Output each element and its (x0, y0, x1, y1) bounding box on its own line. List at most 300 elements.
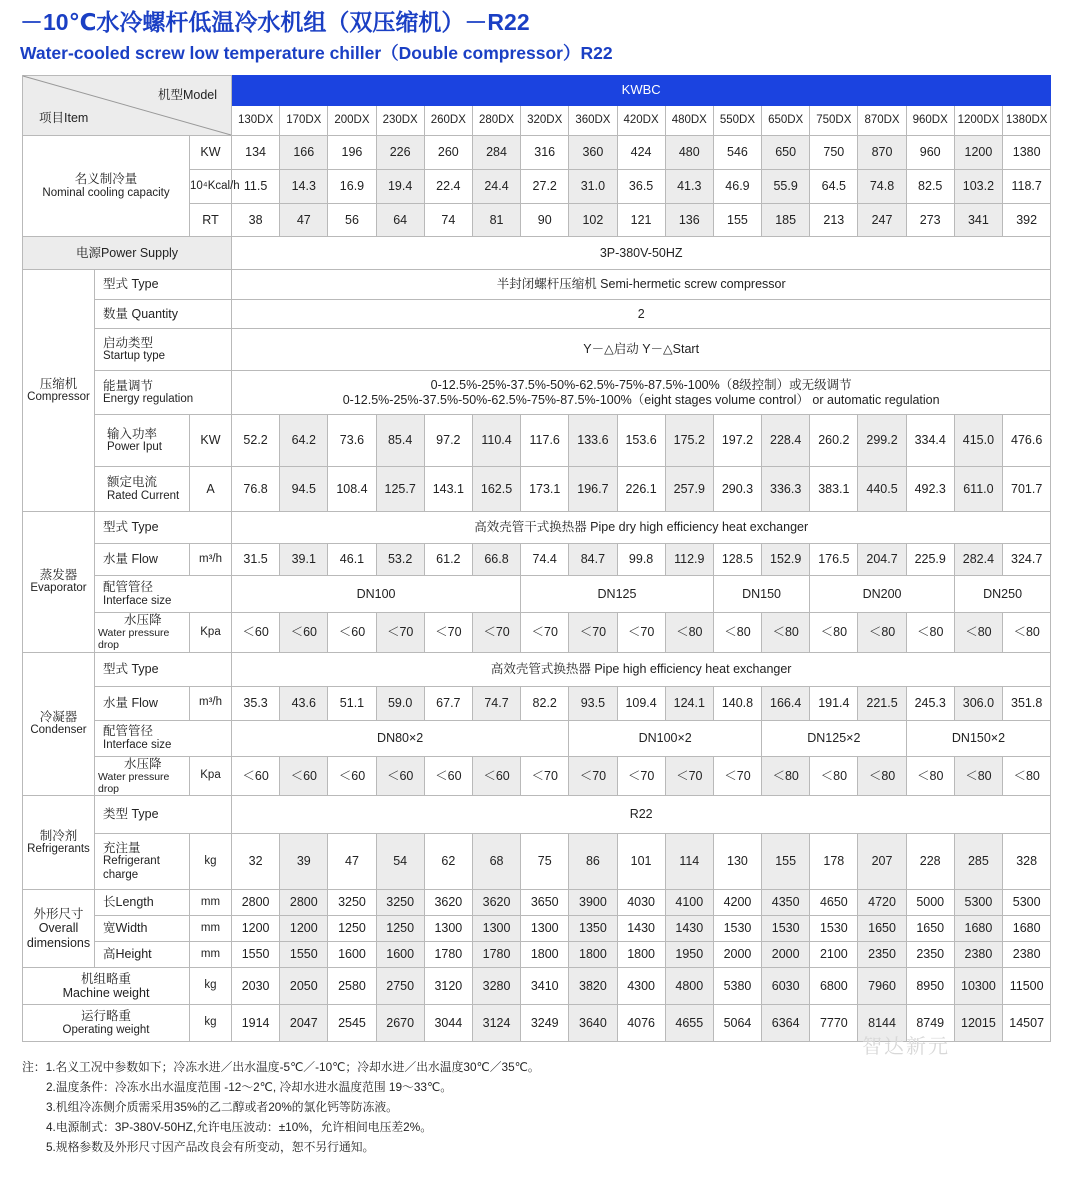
value-cell: 2350 (858, 942, 906, 968)
value-cell: 14.3 (280, 170, 328, 204)
value-cell: 152.9 (762, 544, 810, 576)
refrigerant-group-label (23, 796, 95, 890)
value-cell: 870 (858, 136, 906, 170)
compressor-qty-label: 数量 Quantity (95, 300, 232, 329)
value-cell: 2030 (232, 968, 280, 1005)
value-cell: 19.4 (376, 170, 424, 204)
model-header-cell: 360DX (569, 106, 617, 136)
compressor-start-row (23, 329, 1051, 371)
value-cell: 103.2 (954, 170, 1002, 204)
value-cell: 1600 (328, 942, 376, 968)
value-cell: 226 (376, 136, 424, 170)
value-cell: 316 (521, 136, 569, 170)
value-cell: 1430 (617, 916, 665, 942)
value-cell: 4720 (858, 890, 906, 916)
compressor-start-value: Y－△启动 Y－△Start (232, 329, 1051, 371)
value-cell: 260.2 (810, 415, 858, 467)
value-cell: 2750 (376, 968, 424, 1005)
value-cell: ＜70 (521, 613, 569, 653)
watermark: 智达新元 (862, 1036, 950, 1058)
value-cell: 41.3 (665, 170, 713, 204)
evaporator-drop-cn: 水压降 (124, 613, 162, 627)
value-cell: 1600 (376, 942, 424, 968)
value-cell: 392 (1003, 204, 1051, 237)
value-cell: ＜70 (569, 613, 617, 653)
condenser-drop-en: Water pressure drop (98, 770, 170, 795)
value-cell: 6364 (762, 1005, 810, 1042)
value-cell: 64 (376, 204, 424, 237)
power-value: 3P-380V-50HZ (232, 237, 1051, 270)
compressor-energy-value-en: 0-12.5%-25%-37.5%-50%-62.5%-75%-87.5%-100%（eight stages volume control） or automatic regulation (342, 392, 940, 407)
operating-weight-en: Operating weight (62, 1023, 150, 1036)
dimension-width-row (23, 916, 1051, 942)
cooling-kcal-unit: 10⁴Kcal/h (190, 170, 232, 204)
value-cell: 14507 (1003, 1005, 1051, 1042)
value-cell: 108.4 (328, 467, 376, 512)
value-cell: 32 (232, 834, 280, 890)
value-cell: 176.5 (810, 544, 858, 576)
refrigerant-type-label: 类型 Type (95, 796, 232, 834)
value-cell: 101 (617, 834, 665, 890)
condenser-flow-unit: m³/h (190, 686, 232, 720)
value-cell: 1300 (521, 916, 569, 942)
value-cell: 1250 (376, 916, 424, 942)
condenser-group-cn: 冷凝器 (39, 709, 78, 724)
value-cell: 117.6 (521, 415, 569, 467)
value-cell: ＜80 (1003, 756, 1051, 796)
condenser-pipe-en: Interface size (103, 738, 172, 751)
compressor-start-en: Startup type (103, 350, 166, 363)
value-cell: ＜70 (376, 613, 424, 653)
refrigerant-group-en: Refrigerants (27, 843, 90, 856)
compressor-current-row (23, 467, 1051, 512)
dimensions-group-cn: 外形尺寸 (33, 906, 84, 921)
value-cell: 59.0 (376, 686, 424, 720)
value-cell: 166 (280, 136, 328, 170)
refrigerant-charge-en1: Refrigerant (103, 855, 160, 868)
compressor-input-row (23, 415, 1051, 467)
value-cell: 94.5 (280, 467, 328, 512)
value-cell: ＜80 (954, 756, 1002, 796)
value-cell: 62 (424, 834, 472, 890)
compressor-group-label (23, 270, 95, 512)
condenser-pipe-row (23, 720, 1051, 756)
model-header-cell: 200DX (328, 106, 376, 136)
value-cell: 226.1 (617, 467, 665, 512)
evaporator-flow-unit: m³/h (190, 544, 232, 576)
note-line: 3.机组冷冻侧介质需采用35%的乙二醇或者20%的氯化钙等防冻液。 (46, 1100, 398, 1114)
value-cell: 8144 (858, 1005, 906, 1042)
operating-weight-unit: kg (190, 1005, 232, 1042)
value-cell: 46.9 (713, 170, 761, 204)
value-cell: 299.2 (858, 415, 906, 467)
value-cell: 82.2 (521, 686, 569, 720)
value-cell: 196 (328, 136, 376, 170)
model-header-cell: 320DX (521, 106, 569, 136)
value-cell: 74 (424, 204, 472, 237)
value-cell: 1430 (665, 916, 713, 942)
value-cell: 1780 (472, 942, 520, 968)
note-line: 4.电源制式：3P-380V-50HZ,允许电压波动：±10%，允许相间电压差2%。 (46, 1120, 433, 1134)
machine-weight-en: Machine weight (62, 986, 150, 1000)
value-cell: ＜70 (713, 756, 761, 796)
value-cell: 273 (906, 204, 954, 237)
value-cell: 960 (906, 136, 954, 170)
value-cell: 166.4 (762, 686, 810, 720)
value-cell: ＜60 (472, 756, 520, 796)
value-cell: 82.5 (906, 170, 954, 204)
model-header-cell: 870DX (858, 106, 906, 136)
cooling-kw-unit: KW (190, 136, 232, 170)
evaporator-pipe-cn: 配管管径 (103, 580, 154, 595)
value-cell: ＜80 (810, 756, 858, 796)
value-cell: ＜60 (232, 613, 280, 653)
dimension-width-unit: mm (190, 916, 232, 942)
dimension-height-row (23, 942, 1051, 968)
value-cell: 3650 (521, 890, 569, 916)
value-cell: 480 (665, 136, 713, 170)
pipe-size-cell: DN150 (713, 576, 809, 613)
cooling-group-en: Nominal cooling capacity (42, 186, 170, 199)
value-cell: 1680 (1003, 916, 1051, 942)
value-cell: ＜60 (376, 756, 424, 796)
diagonal-line (23, 76, 231, 135)
value-cell: 4300 (617, 968, 665, 1005)
value-cell: 6030 (762, 968, 810, 1005)
value-cell: 245.3 (906, 686, 954, 720)
evaporator-group-en: Evaporator (30, 582, 87, 595)
value-cell: 175.2 (665, 415, 713, 467)
value-cell: 290.3 (713, 467, 761, 512)
value-cell: ＜70 (617, 613, 665, 653)
value-cell: 383.1 (810, 467, 858, 512)
value-cell: ＜80 (858, 756, 906, 796)
value-cell: 4650 (810, 890, 858, 916)
model-header-cell: 280DX (472, 106, 520, 136)
value-cell: 162.5 (472, 467, 520, 512)
dimension-length-unit: mm (190, 890, 232, 916)
value-cell: 56 (328, 204, 376, 237)
value-cell: ＜70 (424, 613, 472, 653)
value-cell: 5300 (1003, 890, 1051, 916)
dimensions-group-label (23, 890, 95, 968)
value-cell: 3900 (569, 890, 617, 916)
value-cell: 81 (472, 204, 520, 237)
page-title-en: Water-cooled screw low temperature chiller（Double compressor）R22 (20, 43, 613, 63)
value-cell: 99.8 (617, 544, 665, 576)
value-cell: 2545 (328, 1005, 376, 1042)
notes (22, 1057, 540, 1157)
value-cell: 492.3 (906, 467, 954, 512)
value-cell: 8950 (906, 968, 954, 1005)
value-cell: ＜60 (328, 756, 376, 796)
value-cell: ＜80 (906, 756, 954, 796)
condenser-flow-row (23, 686, 1051, 720)
refrigerant-charge-cn: 充注量 (103, 841, 141, 856)
compressor-input-en: Power Iput (107, 441, 162, 454)
cooling-rt-unit: RT (190, 204, 232, 237)
value-cell: 64.2 (280, 415, 328, 467)
value-cell: 64.5 (810, 170, 858, 204)
evaporator-drop-unit: Kpa (190, 613, 232, 653)
value-cell: 260 (424, 136, 472, 170)
value-cell: 5000 (906, 890, 954, 916)
model-header-cell: 480DX (665, 106, 713, 136)
value-cell: 3410 (521, 968, 569, 1005)
value-cell: 1550 (280, 942, 328, 968)
value-cell: 1380 (1003, 136, 1051, 170)
machine-weight-label (23, 968, 190, 1005)
value-cell: 1300 (424, 916, 472, 942)
value-cell: 140.8 (713, 686, 761, 720)
value-cell: 10300 (954, 968, 1002, 1005)
value-cell: 4655 (665, 1005, 713, 1042)
value-cell: 1680 (954, 916, 1002, 942)
value-cell: 130 (713, 834, 761, 890)
value-cell: ＜80 (954, 613, 1002, 653)
value-cell: 701.7 (1003, 467, 1051, 512)
value-cell: 128.5 (713, 544, 761, 576)
value-cell: 228.4 (762, 415, 810, 467)
pipe-size-cell: DN200 (810, 576, 955, 613)
condenser-type-row (23, 652, 1051, 686)
evaporator-flow-row (23, 544, 1051, 576)
value-cell: 16.9 (328, 170, 376, 204)
value-cell: 1200 (954, 136, 1002, 170)
value-cell: 51.1 (328, 686, 376, 720)
dimensions-group-en2: dimensions (26, 935, 91, 950)
pipe-size-cell: DN150×2 (906, 720, 1051, 756)
model-header-cell: 550DX (713, 106, 761, 136)
value-cell: 3124 (472, 1005, 520, 1042)
value-cell: 121 (617, 204, 665, 237)
header-row-1 (23, 76, 1051, 106)
value-cell: 155 (713, 204, 761, 237)
value-cell: 3620 (424, 890, 472, 916)
value-cell: 1650 (906, 916, 954, 942)
value-cell: 5380 (713, 968, 761, 1005)
value-cell: 173.1 (521, 467, 569, 512)
compressor-energy-label (95, 371, 232, 415)
refrigerant-charge-unit: kg (190, 834, 232, 890)
value-cell: 360 (569, 136, 617, 170)
machine-weight-cn: 机组略重 (80, 971, 131, 986)
value-cell: 1800 (521, 942, 569, 968)
compressor-energy-cn: 能量调节 (103, 378, 154, 393)
value-cell: 2350 (906, 942, 954, 968)
value-cell: 124.1 (665, 686, 713, 720)
value-cell: 257.9 (665, 467, 713, 512)
value-cell: 284 (472, 136, 520, 170)
value-cell: 3250 (376, 890, 424, 916)
evaporator-drop-label (95, 613, 190, 653)
value-cell: 102 (569, 204, 617, 237)
evaporator-pipe-label (95, 576, 232, 613)
header-corner (23, 76, 232, 136)
pipe-size-cell: DN125 (521, 576, 714, 613)
value-cell: 1200 (232, 916, 280, 942)
compressor-type-value: 半封闭螺杆压缩机 Semi-hermetic screw compressor (232, 270, 1051, 300)
value-cell: 3280 (472, 968, 520, 1005)
value-cell: ＜80 (713, 613, 761, 653)
compressor-input-label (95, 415, 190, 467)
power-row (23, 237, 1051, 270)
value-cell: ＜60 (280, 613, 328, 653)
value-cell: 97.2 (424, 415, 472, 467)
machine-weight-unit: kg (190, 968, 232, 1005)
value-cell: 109.4 (617, 686, 665, 720)
compressor-input-unit: KW (190, 415, 232, 467)
pipe-size-cell: DN125×2 (762, 720, 907, 756)
value-cell: 191.4 (810, 686, 858, 720)
value-cell: 247 (858, 204, 906, 237)
value-cell: 38 (232, 204, 280, 237)
model-header-cell: 420DX (617, 106, 665, 136)
value-cell: 3640 (569, 1005, 617, 1042)
value-cell: 118.7 (1003, 170, 1051, 204)
value-cell: 7770 (810, 1005, 858, 1042)
value-cell: 1800 (617, 942, 665, 968)
evaporator-type-value: 高效壳管干式换热器 Pipe dry high efficiency heat exchanger (232, 512, 1051, 544)
cooling-group-label (23, 136, 190, 237)
operating-weight-label (23, 1005, 190, 1042)
compressor-energy-value (232, 371, 1051, 415)
value-cell: 750 (810, 136, 858, 170)
value-cell: 4200 (713, 890, 761, 916)
value-cell: 1300 (472, 916, 520, 942)
value-cell: ＜70 (665, 756, 713, 796)
pipe-size-cell: DN250 (954, 576, 1051, 613)
value-cell: 35.3 (232, 686, 280, 720)
machine-weight-row (23, 968, 1051, 1005)
value-cell: 54 (376, 834, 424, 890)
value-cell: ＜70 (521, 756, 569, 796)
value-cell: 39 (280, 834, 328, 890)
value-cell: 52.2 (232, 415, 280, 467)
value-cell: 27.2 (521, 170, 569, 204)
refrigerant-charge-en2: charge (103, 868, 139, 881)
value-cell: 1650 (858, 916, 906, 942)
model-header-cell: 750DX (810, 106, 858, 136)
compressor-current-cn: 额定电流 (107, 475, 158, 490)
compressor-energy-row (23, 371, 1051, 415)
compressor-group-en: Compressor (27, 391, 90, 404)
value-cell: 53.2 (376, 544, 424, 576)
value-cell: 1550 (232, 942, 280, 968)
value-cell: 221.5 (858, 686, 906, 720)
value-cell: 8749 (906, 1005, 954, 1042)
cooling-group-cn: 名义制冷量 (74, 172, 138, 187)
value-cell: 336.3 (762, 467, 810, 512)
pipe-size-cell: DN100×2 (569, 720, 762, 756)
evaporator-pipe-en: Interface size (103, 594, 172, 607)
condenser-type-value: 高效壳管式换热器 Pipe high efficiency heat exchanger (232, 652, 1051, 686)
condenser-type-label: 型式 Type (95, 652, 232, 686)
value-cell: 47 (328, 834, 376, 890)
model-header-cell: 650DX (762, 106, 810, 136)
value-cell: 415.0 (954, 415, 1002, 467)
value-cell: 328 (1003, 834, 1051, 890)
value-cell: 47 (280, 204, 328, 237)
value-cell: 74.8 (858, 170, 906, 204)
value-cell: 85.4 (376, 415, 424, 467)
condenser-pipe-cn: 配管管径 (103, 724, 154, 739)
value-cell: 1780 (424, 942, 472, 968)
dimension-height-label: 高Height (95, 942, 190, 968)
value-cell: 1530 (810, 916, 858, 942)
model-header-cell: 260DX (424, 106, 472, 136)
value-cell: 3620 (472, 890, 520, 916)
value-cell: ＜70 (569, 756, 617, 796)
value-cell: 324.7 (1003, 544, 1051, 576)
value-cell: 1200 (280, 916, 328, 942)
value-cell: 74.7 (472, 686, 520, 720)
value-cell: 6800 (810, 968, 858, 1005)
value-cell: 5064 (713, 1005, 761, 1042)
evaporator-group-cn: 蒸发器 (39, 567, 78, 582)
value-cell: 93.5 (569, 686, 617, 720)
condenser-group-label (23, 652, 95, 796)
value-cell: 2000 (762, 942, 810, 968)
value-cell: 178 (810, 834, 858, 890)
compressor-group-cn: 压缩机 (39, 376, 78, 391)
note-line: 2.温度条件：冷冻水出水温度范围 -12～2℃, 冷却水进水温度范围 19～33℃。 (46, 1080, 453, 1094)
pipe-size-cell: DN100 (232, 576, 521, 613)
compressor-energy-value-cn: 0-12.5%-25%-37.5%-50%-62.5%-75%-87.5%-100%（8级控制）或无级调节 (430, 378, 852, 393)
page-title-cn: －10℃水冷螺杆低温冷水机组（双压缩机）－R22 (20, 9, 530, 35)
value-cell: 75 (521, 834, 569, 890)
compressor-start-label (95, 329, 232, 371)
value-cell: 90 (521, 204, 569, 237)
value-cell: 476.6 (1003, 415, 1051, 467)
value-cell: 67.7 (424, 686, 472, 720)
spec-table (22, 75, 1051, 1042)
value-cell: 351.8 (1003, 686, 1051, 720)
value-cell: 61.2 (424, 544, 472, 576)
compressor-current-en: Rated Current (107, 489, 180, 502)
value-cell: ＜80 (762, 756, 810, 796)
compressor-current-label (95, 467, 190, 512)
value-cell: 2800 (232, 890, 280, 916)
value-cell: 2380 (1003, 942, 1051, 968)
value-cell: 133.6 (569, 415, 617, 467)
value-cell: ＜60 (328, 613, 376, 653)
value-cell: 112.9 (665, 544, 713, 576)
dimensions-group-en1: Overall (38, 921, 79, 936)
value-cell: 4076 (617, 1005, 665, 1042)
value-cell: 2670 (376, 1005, 424, 1042)
value-cell: 68 (472, 834, 520, 890)
refrigerant-charge-label (95, 834, 190, 890)
value-cell: 136 (665, 204, 713, 237)
pipe-size-cell: DN80×2 (232, 720, 569, 756)
value-cell: 2050 (280, 968, 328, 1005)
evaporator-flow-label: 水量 Flow (95, 544, 190, 576)
value-cell: 66.8 (472, 544, 520, 576)
model-header-cell: 230DX (376, 106, 424, 136)
value-cell: ＜80 (858, 613, 906, 653)
value-cell: 1530 (762, 916, 810, 942)
value-cell: 86 (569, 834, 617, 890)
value-cell: 2100 (810, 942, 858, 968)
value-cell: ＜80 (762, 613, 810, 653)
condenser-drop-label (95, 756, 190, 796)
evaporator-drop-row (23, 613, 1051, 653)
value-cell: 110.4 (472, 415, 520, 467)
value-cell: 196.7 (569, 467, 617, 512)
evaporator-group-label (23, 512, 95, 653)
refrigerant-type-row (23, 796, 1051, 834)
